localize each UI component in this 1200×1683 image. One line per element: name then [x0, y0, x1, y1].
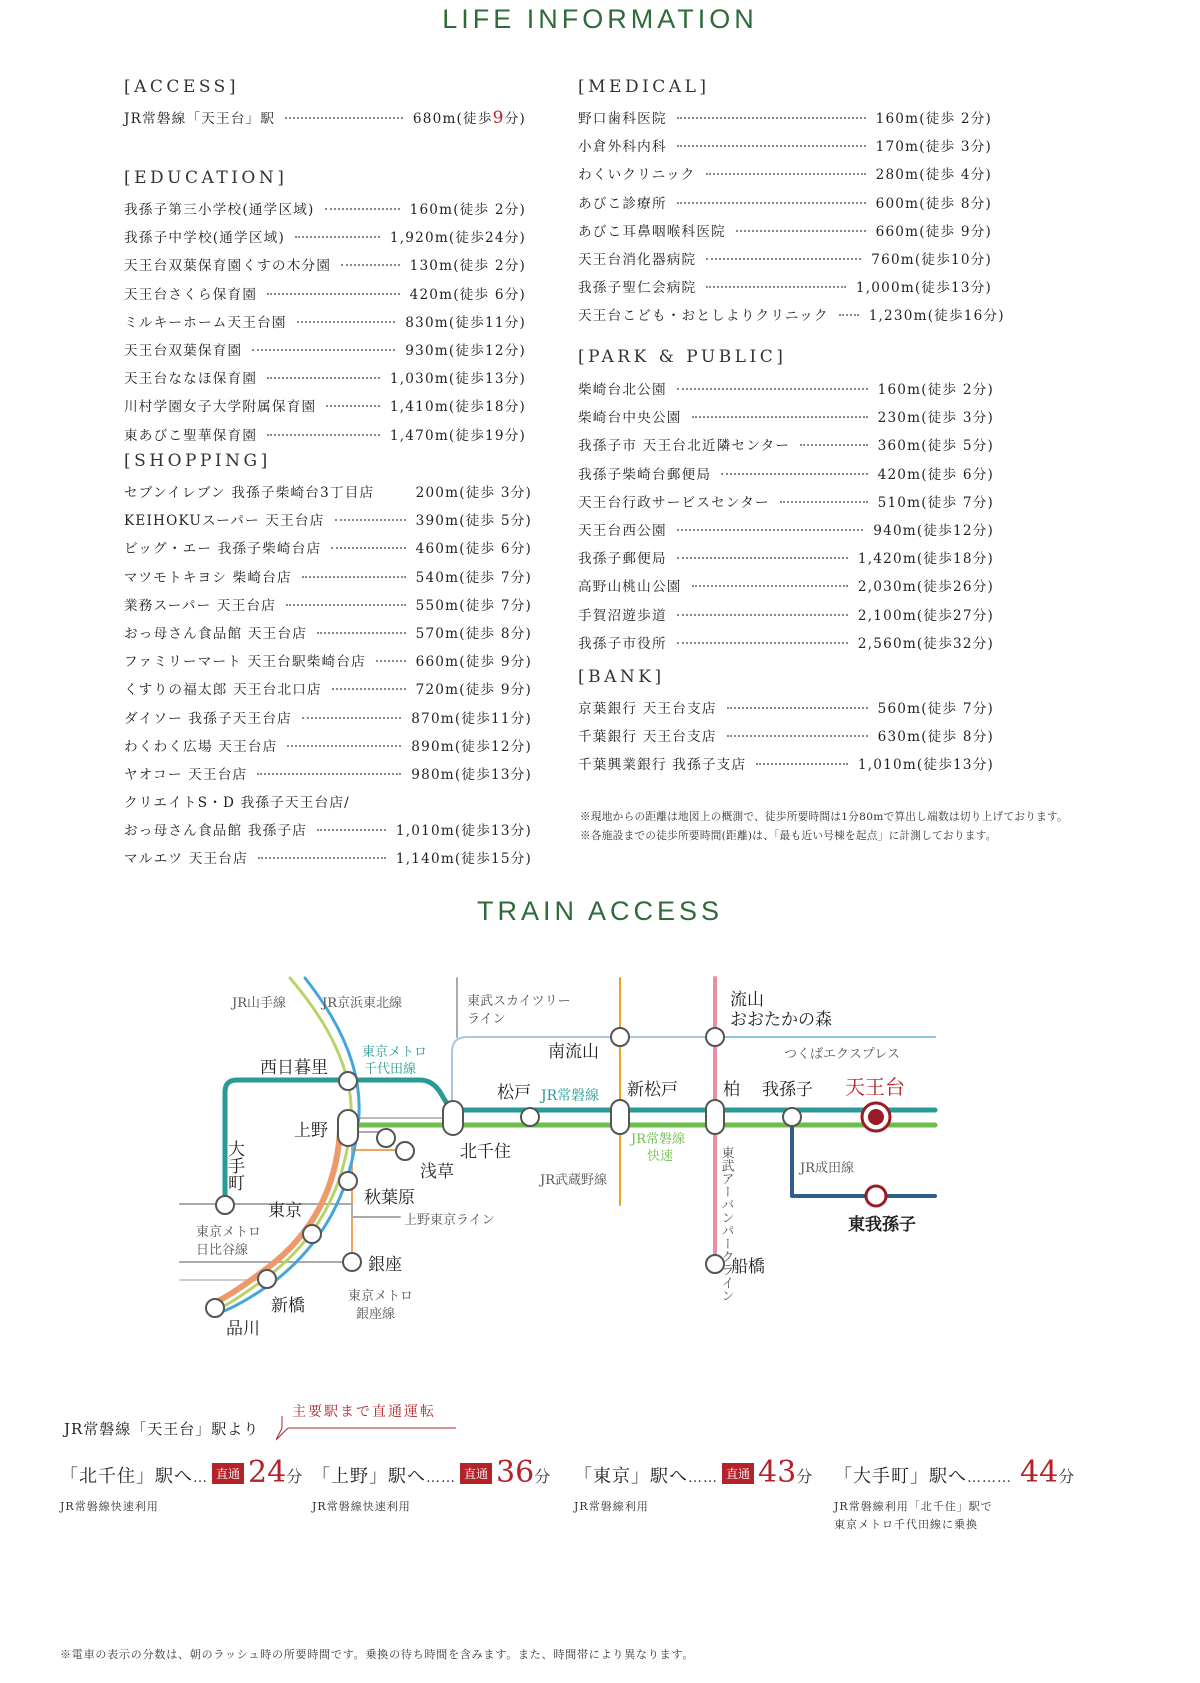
line-label-ginza-1: 東京メトロ	[348, 1289, 414, 1304]
facility-distance: 760m(徒歩10分)	[871, 251, 992, 268]
facility-distance: 2,100m(徒歩27分)	[857, 607, 994, 624]
direct-item-tokyo: 「東京」駅へ…… 直通 43分 JR常磐線利用	[574, 1455, 812, 1516]
facility-name: マツモトキヨシ 柴崎台店	[124, 569, 292, 586]
life-information-title: LIFE INFORMATION	[442, 4, 758, 34]
station-label-asakusa: 浅草	[420, 1162, 454, 1182]
category-shopping: [SHOPPING]	[124, 451, 271, 471]
leader-dots	[257, 773, 401, 775]
list-item	[578, 378, 994, 406]
leader-dots	[287, 745, 401, 747]
facility-distance: 280m(徒歩 4分)	[875, 167, 992, 184]
line-label-musashino: JR武蔵野線	[540, 1173, 607, 1188]
leader-dots	[302, 576, 406, 578]
list-item	[578, 107, 992, 135]
leader-dots	[727, 735, 868, 737]
facility-name: 我孫子第三小学校(通学区域)	[124, 202, 315, 218]
list-item	[124, 254, 526, 282]
leader-dots	[706, 258, 861, 260]
station-shinagawa-marker	[206, 1299, 224, 1317]
list-item	[578, 434, 994, 462]
facility-name: 我孫子柴崎台郵便局	[578, 466, 712, 483]
facility-distance: 560m(徒歩 7分)	[877, 701, 994, 717]
facility-name: 天王台ななほ保育園	[124, 371, 258, 388]
facility-distance: 1,000m(徒歩13分)	[855, 280, 992, 297]
line-label-chiyoda-2: 千代田線	[364, 1062, 417, 1077]
leader-dots	[325, 208, 400, 210]
list-item	[578, 220, 992, 248]
station-tennodai-dot	[868, 1109, 884, 1125]
leader-dots	[302, 717, 401, 719]
leader-dots	[326, 405, 380, 407]
facility-name: マルエツ 天王台店	[124, 851, 248, 868]
list-item	[124, 481, 532, 509]
list-item	[124, 735, 532, 763]
facility-distance: 1,010m(徒歩13分)	[395, 823, 532, 840]
list-item	[578, 725, 994, 753]
facility-distance: 200m(徒歩 3分)	[415, 485, 532, 501]
direct-item-kitasenju: 「北千住」駅へ… 直通 24分 JR常磐線快速利用	[60, 1455, 302, 1516]
line-label-yamanote: JR山手線	[232, 996, 286, 1011]
station-shinmatsudo-marker	[611, 1100, 629, 1134]
station-asakusa-marker	[396, 1142, 414, 1160]
list-item	[578, 491, 994, 519]
list-item	[124, 650, 532, 678]
line-label-hibiya-2: 日比谷線	[196, 1243, 249, 1258]
station-label-matsudo: 松戸	[497, 1083, 531, 1103]
leader-dots	[736, 230, 866, 232]
direct-service-tag: 主要駅まで直通運転	[292, 1404, 436, 1420]
list-item	[124, 678, 532, 706]
facility-distance: 230m(徒歩 3分)	[877, 410, 994, 427]
leader-dots	[376, 660, 406, 662]
station-higashiabiko-marker	[866, 1186, 886, 1206]
facility-distance: 1,410m(徒歩18分)	[389, 399, 526, 416]
station-akihabara2-marker	[339, 1172, 357, 1190]
list-item	[124, 566, 532, 594]
list-item	[578, 406, 994, 434]
line-label-ginza-2: 銀座線	[356, 1307, 396, 1322]
facility-name: おっ母さん食品館 我孫子店	[124, 823, 308, 840]
station-ginza-marker	[343, 1253, 361, 1271]
facility-distance: 1,920m(徒歩24分)	[389, 230, 526, 247]
facility-distance: 130m(徒歩 2分)	[409, 258, 526, 275]
station-tokyo-marker	[303, 1225, 321, 1243]
list-item	[124, 198, 526, 226]
station-label-shinbashi: 新橋	[271, 1296, 305, 1316]
facility-name: あびこ診療所	[578, 195, 667, 212]
facility-distance: 870m(徒歩11分)	[411, 710, 532, 727]
list-item	[124, 283, 526, 311]
list-item	[578, 753, 994, 781]
facility-distance: 160m(徒歩 2分)	[877, 382, 994, 398]
category-medical: [MEDICAL]	[578, 77, 710, 97]
leader-dots	[677, 642, 848, 644]
facility-name: 千葉銀行 天王台支店	[578, 729, 717, 746]
list-item	[578, 248, 992, 276]
leader-dots	[727, 707, 868, 709]
leader-dots	[341, 264, 399, 266]
facility-distance: 1,010m(徒歩13分)	[857, 757, 994, 774]
leader-dots	[692, 416, 868, 418]
leader-dots	[258, 857, 386, 859]
direct-from-label: JR常磐線「天王台」駅より	[64, 1420, 260, 1438]
list-item	[124, 311, 526, 339]
direct-badge: 直通	[460, 1463, 492, 1484]
facility-distance: 160m(徒歩 2分)	[409, 202, 526, 218]
category-access: [ACCESS]	[124, 77, 239, 97]
station-label-abiko: 我孫子	[762, 1080, 813, 1100]
line-label-ueno-tokyo: 上野東京ライン	[404, 1213, 495, 1228]
leader-dots	[267, 293, 399, 295]
facility-name: くすりの福太郎 天王台北口店	[124, 682, 322, 699]
leader-dots	[677, 145, 866, 147]
facility-distance: 1,420m(徒歩18分)	[857, 551, 994, 568]
note-line: ※各施設までの徒歩所要時間(距離)は、「最も近い号棟を起点」に計測しております。	[580, 830, 997, 842]
bank-list	[578, 697, 994, 782]
leader-dots	[692, 585, 848, 587]
facility-distance: 660m(徒歩 9分)	[415, 654, 532, 671]
leader-dots	[706, 286, 846, 288]
facility-name: 天王台さくら保育園	[124, 286, 258, 303]
facility-name: 高野山桃山公園	[578, 579, 682, 596]
facility-name: 我孫子郵便局	[578, 551, 667, 568]
facility-name: 天王台双葉保育園くすの木分園	[124, 258, 332, 275]
train-access-title: TRAIN ACCESS	[476, 896, 724, 926]
line-label-tx: つくばエクスプレス	[784, 1047, 900, 1062]
list-item	[124, 707, 532, 735]
category-park-public: [PARK & PUBLIC]	[578, 347, 787, 367]
list-item	[578, 697, 994, 725]
facility-name: 柴崎台中央公園	[578, 410, 682, 427]
facility-name: 天王台西公園	[578, 522, 667, 539]
facility-name: ヤオコー 天王台店	[124, 766, 248, 783]
line-label-tobu-2: ライン	[467, 1012, 506, 1027]
leader-dots	[721, 473, 867, 475]
list-item	[578, 575, 994, 603]
facility-name: 小倉外科内科	[578, 139, 667, 156]
facility-name: 柴崎台北公園	[578, 382, 667, 398]
direct-sub: JR常磐線利用「北千住」駅で 東京メトロ千代田線に乗換	[834, 1500, 993, 1531]
facility-distance: 1,230m(徒歩16分)	[868, 308, 1005, 325]
facility-distance: 890m(徒歩12分)	[411, 738, 532, 755]
facility-name: 我孫子中学校(通学区域)	[124, 230, 285, 247]
list-item	[124, 622, 532, 650]
leader-dots	[267, 377, 380, 379]
list-item	[124, 763, 532, 791]
list-item	[124, 395, 526, 423]
leader-dots	[677, 202, 866, 204]
list-item	[578, 192, 992, 220]
facility-name: おっ母さん食品館 天王台店	[124, 625, 308, 642]
facility-distance: 170m(徒歩 3分)	[875, 139, 992, 156]
leader-dots	[677, 529, 864, 531]
line-label-hibiya-1: 東京メトロ	[196, 1225, 262, 1240]
facility-distance: 420m(徒歩 6分)	[409, 286, 526, 303]
list-item	[124, 509, 532, 537]
leader-dots	[267, 434, 380, 436]
leader-dots	[706, 173, 866, 175]
category-bank: [BANK]	[578, 667, 665, 687]
leader-dots	[252, 349, 395, 351]
list-item	[124, 107, 526, 135]
direct-tag-bracket	[276, 1416, 466, 1444]
facility-name: わくわく広場 天王台店	[124, 738, 278, 755]
station-label-tokyo: 東京	[268, 1201, 302, 1221]
station-label-akihabara: 秋葉原	[364, 1188, 415, 1208]
facility-distance: 1,470m(徒歩19分)	[389, 427, 526, 444]
list-item	[124, 367, 526, 395]
facility-name: 天王台消化器病院	[578, 251, 697, 268]
facility-distance: 630m(徒歩 8分)	[877, 729, 994, 746]
facility-distance: 1,030m(徒歩13分)	[389, 371, 526, 388]
education-list	[124, 198, 526, 452]
facility-distance: 940m(徒歩12分)	[873, 522, 994, 539]
facility-distance: 680m(徒歩9分)	[412, 108, 526, 128]
note-line: ※現地からの距離は地図上の概測で、徒歩所要時間は1分80mで算出し端数は切り上げております。	[580, 811, 1068, 823]
distance-notes	[580, 808, 1068, 846]
leader-dots	[297, 321, 396, 323]
facility-name: 業務スーパー 天王台店	[124, 597, 277, 614]
list-item	[124, 819, 532, 847]
list-item	[578, 604, 994, 632]
medical-list	[578, 107, 1005, 333]
station-shinbashi-marker	[258, 1270, 276, 1288]
facility-name: わくいクリニック	[578, 167, 696, 184]
station-kitasenju-marker	[443, 1101, 463, 1135]
facility-name: あびこ耳鼻咽喉科医院	[578, 223, 726, 240]
line-label-urban-park: 東武アーバンパークライン	[718, 1146, 734, 1302]
list-item	[578, 163, 992, 191]
station-nishinippori-marker	[339, 1072, 357, 1090]
direct-sub: JR常磐線利用	[574, 1500, 649, 1513]
route-map	[0, 960, 1200, 1350]
line-label-keihin: JR京浜東北線	[322, 996, 402, 1011]
list-item	[578, 547, 994, 575]
direct-sub: JR常磐線快速利用	[312, 1500, 411, 1513]
direct-badge: 直通	[722, 1463, 754, 1484]
leader-dots	[285, 117, 403, 119]
facility-distance: 420m(徒歩 6分)	[877, 466, 994, 483]
list-item	[124, 424, 526, 452]
line-label-joban-rapid-2: 快速	[647, 1149, 674, 1164]
facility-distance: 980m(徒歩13分)	[411, 766, 532, 783]
line-label-joban-rapid-1: JR常磐線	[631, 1132, 685, 1147]
station-abiko-marker	[783, 1108, 801, 1126]
facility-distance: 540m(徒歩 7分)	[415, 569, 532, 586]
facility-name: 我孫子市役所	[578, 635, 667, 652]
station-kashiwa-marker	[706, 1100, 724, 1134]
station-label-nagareyama-2: おおたかの森	[730, 1010, 832, 1030]
facility-name: JR常磐線「天王台」駅	[124, 111, 276, 127]
facility-name: クリエイトS・D 我孫子天王台店/	[124, 795, 350, 812]
station-label-funabashi: 船橋	[731, 1257, 765, 1277]
leader-dots	[317, 829, 386, 831]
facility-name: 天王台双葉保育園	[124, 342, 243, 359]
leader-dots	[677, 117, 866, 119]
facility-distance: 930m(徒歩12分)	[405, 342, 526, 359]
facility-distance: 360m(徒歩 5分)	[877, 438, 994, 455]
facility-distance: 1,140m(徒歩15分)	[395, 851, 532, 868]
list-item	[578, 304, 1005, 332]
direct-item-otemachi: 「大手町」駅へ……… 44分 JR常磐線利用「北千住」駅で 東京メトロ千代田線に乗換	[834, 1455, 1074, 1534]
facility-name: 川村学園女子大学附属保育園	[124, 399, 317, 416]
station-label-higashiabiko: 東我孫子	[848, 1215, 916, 1235]
category-education: [EDUCATION]	[124, 168, 288, 188]
list-item	[124, 339, 526, 367]
park-public-list	[578, 378, 994, 660]
facility-distance: 2,560m(徒歩32分)	[857, 635, 994, 652]
facility-name: 天王台行政サービスセンター	[578, 494, 770, 511]
facility-name: 我孫子市 天王台北近隣センター	[578, 438, 791, 455]
line-label-chiyoda-1: 東京メトロ	[362, 1045, 428, 1060]
facility-name: KEIHOKUスーパー 天王台店	[124, 513, 325, 530]
leader-dots	[332, 688, 406, 690]
line-label-narita: JR成田線	[800, 1161, 854, 1176]
station-label-shinagawa: 品川	[226, 1319, 260, 1339]
facility-name: 手賀沼遊歩道	[578, 607, 667, 624]
facility-distance: 460m(徒歩 6分)	[415, 541, 532, 558]
station-label-tennodai: 天王台	[845, 1075, 905, 1099]
facility-distance: 550m(徒歩 7分)	[415, 597, 532, 614]
station-minaminagareyama-marker	[611, 1028, 629, 1046]
list-item	[124, 594, 532, 622]
leader-dots	[317, 632, 406, 634]
station-label-ueno: 上野	[294, 1121, 328, 1141]
leader-dots	[295, 236, 380, 238]
facility-name: ダイソー 我孫子天王台店	[124, 710, 292, 727]
facility-name: ビッグ・エー 我孫子柴崎台店	[124, 541, 322, 558]
facility-name: ミルキーホーム天王台園	[124, 314, 287, 331]
facility-distance: 390m(徒歩 5分)	[415, 513, 532, 530]
station-label-ginza: 銀座	[368, 1255, 402, 1275]
facility-distance: 600m(徒歩 8分)	[875, 195, 992, 212]
list-item	[578, 276, 992, 304]
facility-distance: 720m(徒歩 9分)	[415, 682, 532, 699]
line-label-joban: JR常磐線	[541, 1088, 600, 1104]
direct-item-ueno: 「上野」駅へ…… 直通 36分 JR常磐線快速利用	[312, 1455, 550, 1516]
station-akihabara-marker	[377, 1129, 395, 1147]
station-label-nagareyama-1: 流山	[730, 990, 764, 1010]
facility-distance: 510m(徒歩 7分)	[877, 494, 994, 511]
facility-name: ファミリーマート 天王台駅柴崎台店	[124, 654, 366, 671]
leader-dots	[756, 763, 848, 765]
list-item	[578, 463, 994, 491]
station-label-kashiwa: 柏	[723, 1080, 740, 1100]
shopping-list	[124, 481, 532, 876]
station-label-nishinippori: 西日暮里	[260, 1058, 328, 1078]
facility-distance: 570m(徒歩 8分)	[415, 625, 532, 642]
station-matsudo-marker	[521, 1108, 539, 1126]
line-label-tobu-1: 東武スカイツリー	[467, 994, 571, 1009]
facility-distance: 660m(徒歩 9分)	[875, 223, 992, 240]
station-otemachi-marker	[216, 1196, 234, 1214]
facility-name: 野口歯科医院	[578, 111, 667, 127]
leader-dots	[800, 444, 868, 446]
list-item	[124, 226, 526, 254]
list-item	[578, 632, 994, 660]
facility-name: 京葉銀行 天王台支店	[578, 701, 717, 717]
station-ueno-marker	[338, 1110, 358, 1146]
leader-dots	[286, 604, 405, 606]
list-item	[578, 519, 994, 547]
leader-dots	[335, 519, 406, 521]
list-item	[124, 847, 532, 875]
leader-dots	[780, 501, 868, 503]
station-nagareyama-marker	[706, 1028, 724, 1046]
narita-line	[792, 1117, 935, 1196]
facility-name: 千葉興業銀行 我孫子支店	[578, 757, 747, 774]
station-label-kitasenju: 北千住	[460, 1142, 511, 1162]
facility-name: 天王台こども・おとしよりクリニック	[578, 308, 829, 325]
train-footnote: ※電車の表示の分数は、朝のラッシュ時の所要時間です。乗換の待ち時間を含みます。また、時間帯により異なります。	[60, 1648, 695, 1661]
facility-distance: 160m(徒歩 2分)	[875, 111, 992, 127]
list-item	[124, 537, 532, 565]
leader-dots	[677, 557, 848, 559]
leader-dots	[677, 614, 848, 616]
list-item	[124, 791, 532, 819]
leader-dots	[677, 388, 868, 390]
facility-distance: 830m(徒歩11分)	[405, 314, 526, 331]
facility-name: セブンイレブン 我孫子柴崎台3丁目店	[124, 485, 375, 501]
facility-name: 我孫子聖仁会病院	[578, 280, 697, 297]
access-list	[124, 107, 526, 135]
leader-dots	[331, 547, 405, 549]
facility-name: 東あびこ聖華保育園	[124, 427, 258, 444]
list-item	[578, 135, 992, 163]
direct-sub: JR常磐線快速利用	[60, 1500, 159, 1513]
station-label-minaminagareyama: 南流山	[548, 1042, 599, 1062]
station-label-otemachi: 大手町	[224, 1140, 244, 1191]
station-label-shinmatsudo: 新松戸	[627, 1080, 678, 1100]
leader-dots	[839, 314, 859, 316]
facility-distance: 2,030m(徒歩26分)	[857, 579, 994, 596]
direct-badge: 直通	[212, 1463, 244, 1484]
